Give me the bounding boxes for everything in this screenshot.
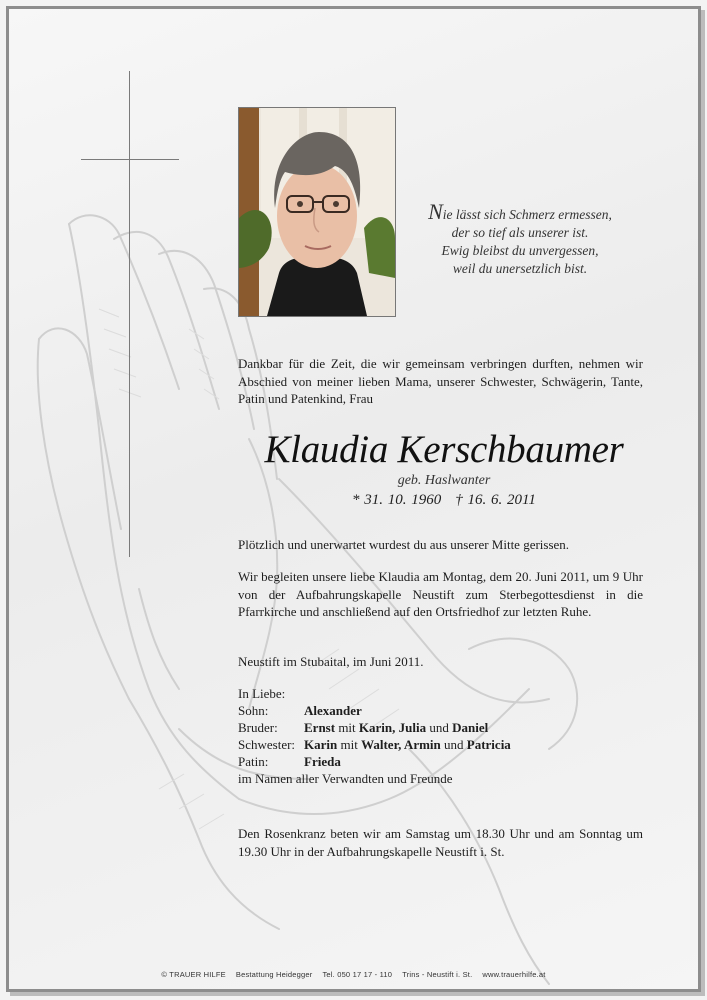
cross-horizontal-bar — [81, 159, 179, 160]
mourners-closing: im Namen aller Verwandten und Freunde — [238, 771, 453, 786]
footer-website[interactable]: www.trauerhilfe.at — [482, 970, 546, 979]
intro-text: Dankbar für die Zeit, die wir gemeinsam verbringen durften, nehmen wir Abschied von meiner lieben Mama, unserer Schwester, Schwägerin, Tante, Patin und Patenkind, Frau — [238, 356, 643, 406]
quote-initial: N — [428, 199, 443, 224]
mourner-name: Alexander — [304, 703, 362, 718]
footer — [9, 970, 698, 979]
mourner-label: Patin: — [238, 754, 269, 769]
place-date-text: Neustift im Stubaital, im Juni 2011. — [238, 654, 424, 669]
quote-line-2: der so tief als unserer ist. — [451, 225, 589, 240]
mourner-child: Patricia — [466, 737, 511, 752]
mourner-label: Schwester: — [238, 737, 296, 752]
footer-undertaker: Bestattung Heidegger — [235, 970, 313, 979]
deceased-name: Klaudia Kerschbaumer — [264, 428, 624, 471]
maiden-name: geb. Haslwanter — [397, 473, 491, 488]
footer-address: Trins - Neustift i. St. — [402, 970, 473, 979]
mourner-family: Karin, Julia — [358, 720, 427, 735]
cross-vertical-bar — [129, 71, 130, 557]
mourner-name: Frieda — [304, 754, 341, 769]
mourner-family: Walter, Armin — [361, 737, 441, 752]
birth-date: * 31. 10. 1960 — [352, 492, 442, 508]
life-dates — [234, 492, 654, 509]
mourner-label: Bruder: — [238, 720, 278, 735]
mourner-name: Ernst — [304, 720, 336, 735]
mourner-row-godmother — [238, 753, 643, 770]
sudden-loss-text: Plötzlich und unerwartet wurdest du aus unserer Mitte gerissen. — [238, 537, 570, 552]
mourner-row-sister: Schwester: Karin mit Walter, Armin und Patricia — [238, 737, 511, 752]
quote-line-1: Nie lässt sich Schmerz ermessen, — [428, 199, 612, 224]
footer-brand: © TRAUER HILFE — [161, 970, 226, 979]
obituary-card — [6, 6, 701, 992]
memorial-quote — [389, 199, 651, 278]
funeral-details-text: Wir begleiten unsere liebe Klaudia am Montag, dem 20. Juni 2011, um 9 Uhr von der Aufbahrungskapelle Neustift zum Sterbegottesdienst in die Pfarrkirche und anschließend auf den Ortsfriedhof zur letzten Ruhe. — [238, 569, 643, 619]
mourner-label: Sohn: — [238, 703, 269, 718]
death-date: † 16. 6. 2011 — [455, 492, 536, 508]
quote-line-3: Ewig bleibst du unvergessen, — [441, 243, 599, 258]
mourner-child: Daniel — [452, 720, 489, 735]
portrait-photo — [238, 107, 396, 317]
footer-phone: Tel. 050 17 17 - 110 — [322, 970, 393, 979]
mourners-heading: In Liebe: — [238, 686, 286, 701]
quote-line-4: weil du unersetzlich bist. — [452, 261, 588, 276]
rosary-text: Den Rosenkranz beten wir am Samstag um 18.30 Uhr und am Sonntag um 19.30 Uhr in der Aufbahrungskapelle Neustift i. St. — [238, 826, 643, 859]
mourner-row-son — [238, 702, 643, 719]
mourners-list — [238, 685, 643, 787]
mourner-row-brother: Bruder: Ernst mit Karin, Julia und Daniel — [238, 720, 489, 735]
mourner-name: Karin — [304, 737, 338, 752]
